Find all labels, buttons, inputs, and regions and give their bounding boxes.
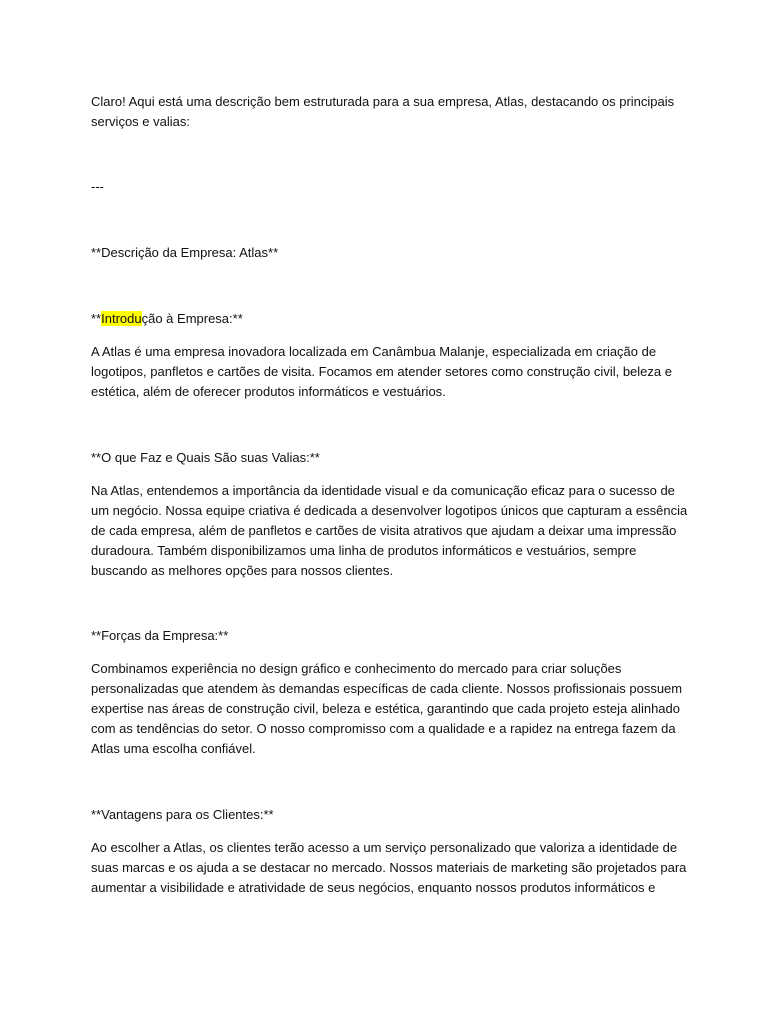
document-title: **Descrição da Empresa: Atlas** <box>91 245 279 260</box>
section-body-forcas: Combinamos experiência no design gráfico e conhecimento do mercado para criar soluções personalizadas que atendem às demandas específicas de cada cliente. Nossos profissionais possuem expertise nas áreas de construção civil, beleza e estética, garantindo que cada projeto esteja alinhado com as tendências do setor. O nosso compromisso com a qualidade e a rapidez na entrega fazem da Atlas uma escolha confiável. <box>91 661 683 756</box>
section-heading-forcas: **Forças da Empresa:** <box>91 628 229 643</box>
intro-paragraph: Claro! Aqui está uma descrição bem estruturada para a sua empresa, Atlas, destacando os principais serviços e valias: <box>91 94 675 129</box>
section-heading-introducao <box>91 309 691 329</box>
section-body-vantagens: Ao escolher a Atlas, os clientes terão acesso a um serviço personalizado que valoriza a identidade de suas marcas e os ajuda a se destacar no mercado. Nossos materiais de marketing são projetados para aumentar a visibilidade e atratividade de seus negócios, enquanto nossos produtos informáticos e <box>91 840 687 895</box>
heading-prefix: ** <box>91 311 102 326</box>
section-body-introducao: A Atlas é uma empresa inovadora localizada em Canâmbua Malanje, especializada em criação de logotipos, panfletos e cartões de visita. Focamos em atender setores como construção civil, beleza e estética, além de oferecer produtos informáticos e vestuários. <box>91 344 672 399</box>
separator: --- <box>91 179 104 194</box>
section-body-valias: Na Atlas, entendemos a importância da identidade visual e da comunicação eficaz para o sucesso de um negócio. Nossa equipe criativa é dedicada a desenvolver logotipos únicos que capturam a essência de cada empresa, além de panfletos e cartões de visita atrativos que ajudam a deixar uma impressão duradoura. Também disponibilizamos uma linha de produtos informáticos e vestuários, sempre buscando as melhores opções para nossos clientes. <box>91 483 688 578</box>
section-heading-valias: **O que Faz e Quais São suas Valias:** <box>91 450 320 465</box>
highlighted-text: Introdu <box>101 311 142 326</box>
heading-suffix: ção à Empresa:** <box>141 311 243 326</box>
section-heading-vantagens: **Vantagens para os Clientes:** <box>91 807 274 822</box>
